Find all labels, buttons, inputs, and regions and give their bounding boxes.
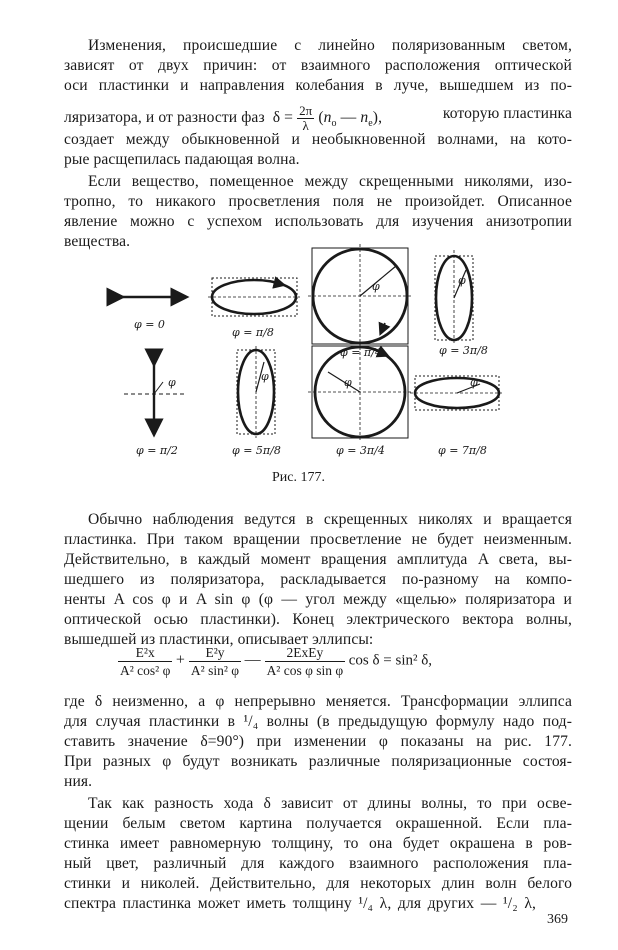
fraction (189, 644, 241, 679)
text-line: ный цвет, различный для каждого взаимного расположения пла- (64, 855, 572, 872)
fraction-numerator: E²x (118, 644, 172, 662)
angle-symbol: φ (470, 376, 478, 389)
text-fragment: ляризатора, и от разности фаз (64, 109, 265, 127)
figure-177-polarization-ellipses (100, 244, 520, 469)
figure-caption: Рис. 177. (272, 470, 325, 485)
formula-tail: cos δ = sin² δ, (348, 652, 433, 669)
text-line: где δ неизменно, а φ непрерывно меняется. Трансформации эллипса (64, 693, 572, 710)
n-symbol: n (360, 109, 369, 127)
text-line: рые расщепилась падающая волна. (64, 151, 300, 168)
fraction-numerator: E²y (189, 644, 241, 662)
fraction-numerator: 2ExEy (265, 644, 346, 662)
text-line: Если вещество, помещенное между скрещенными николями, изо- (88, 173, 572, 190)
formula-lhs: δ = (272, 109, 294, 127)
text-line: стинки и николей. Действительно, для некоторых длин волн белого (64, 875, 572, 892)
label-phi-7pi-8: φ = 7π/8 (438, 444, 487, 457)
subscript: e (368, 118, 373, 130)
text-line: ния. (64, 773, 93, 790)
label-phi-3pi-4: φ = 3π/4 (336, 444, 385, 457)
angle-symbol: φ (344, 376, 352, 389)
label-phi-pi-2: φ = π/2 (136, 444, 178, 457)
angle-symbol: φ (372, 280, 380, 293)
state-phi-pi-2 (122, 352, 184, 428)
state-phi-pi-4 (308, 244, 412, 348)
text-line: стинка имеет равномерную толщину, то она будет окрашена в ров- (64, 835, 572, 852)
text-line: спектра пластинка может иметь толщину ¹/₄ λ, для других — ¹/₂ λ, (64, 895, 536, 912)
label-phi-0: φ = 0 (134, 318, 165, 331)
angle-symbol: φ (168, 376, 176, 389)
label-phi-5pi-8: φ = 5π/8 (232, 444, 281, 457)
fraction-denominator: A² cos² φ (120, 663, 171, 678)
text-line: оптической осью пластинки). Конец электрического вектора волны, (64, 611, 572, 628)
state-phi-7pi-8 (410, 376, 502, 410)
fraction-denominator: A² cos φ sin φ (266, 663, 344, 678)
formula-rhs: ($n_o$ — $n_e$), (318, 109, 383, 130)
state-phi-3pi-8 (435, 250, 473, 344)
page-number: 369 (547, 912, 568, 927)
text-line: для случая пластинки в ¹/₄ волны (в предыдущую формулу надо под- (64, 713, 572, 730)
fraction-denominator: A² sin² φ (190, 663, 240, 678)
fraction-denominator: λ (302, 118, 309, 133)
fraction-numerator: 2π (299, 103, 313, 118)
text-line: зависят от двух причин: от взаимного расположения оптической (64, 57, 572, 74)
angle-symbol: φ (261, 370, 269, 383)
text-line: создает между обыкновенной и необыкновенной волнами, на кото- (64, 131, 572, 148)
text-line: шедшего из поляризатора, раскладывается по-разному на компо- (64, 571, 572, 588)
text-line: вещества. (64, 233, 131, 250)
text-line: Изменения, происшедшие с линейно поляризованным светом, (88, 37, 572, 54)
text-line: тропно, то никакого просветления поля не произойдет. Описанное (64, 193, 572, 210)
phase-formula (272, 103, 383, 133)
ellipse-equation: $\frac{\text{E²x}}{\text{A² cos² φ}}$ + $\frac{\text{E²y}}{\text{A² sin² φ}}$ — $\frac{\text{2ExEy}}{\text{A² cos φ sin φ}}$ cos δ = sin² δ, (120, 645, 433, 678)
text-line: ненты A cos φ и A sin φ (φ — угол между «щелью» поляризатора и (64, 591, 572, 608)
text-line: При разных φ будут возникать различные поляризационные состоя- (64, 753, 572, 770)
fraction (265, 644, 346, 679)
text-line: оси пластинки и направления колебания в луче, вышедшем из по- (64, 77, 572, 94)
text-fragment: которую пластинка (442, 105, 572, 122)
angle-symbol: φ (458, 274, 466, 287)
text-line: вышедшей из пластинки, описывает эллипсы: (64, 631, 374, 648)
text-line: Обычно наблюдения ведутся в скрещенных николях и вращается (88, 511, 572, 528)
text-line-phase (64, 104, 572, 133)
subscript: o (331, 118, 337, 130)
text-line: Так как разность хода δ зависит от длины волны, то при осве- (88, 795, 572, 812)
text-line: щении белым светом картина получается окрашенной. Если пла- (64, 815, 572, 832)
label-phi-pi-8: φ = π/8 (232, 326, 274, 339)
text-line: явление можно с успехом использовать для изучения анизотропии (64, 213, 572, 230)
state-phi-pi-8 (208, 278, 300, 316)
label-phi-pi-4: φ = π/4 (340, 346, 382, 359)
label-phi-3pi-8: φ = 3π/8 (439, 344, 488, 357)
text-line: Действительно, в каждый момент вращения амплитуда A света, вы- (64, 551, 572, 568)
fraction (118, 644, 172, 679)
n-symbol: n (323, 109, 332, 127)
fraction (297, 104, 314, 133)
state-phi-5pi-8 (237, 346, 275, 438)
text-line: пластинка. При таком вращении просветление не будет неизменным. (64, 531, 572, 548)
text-line: ставить значение δ=90°) при изменении φ показаны на рис. 177. (64, 733, 572, 750)
